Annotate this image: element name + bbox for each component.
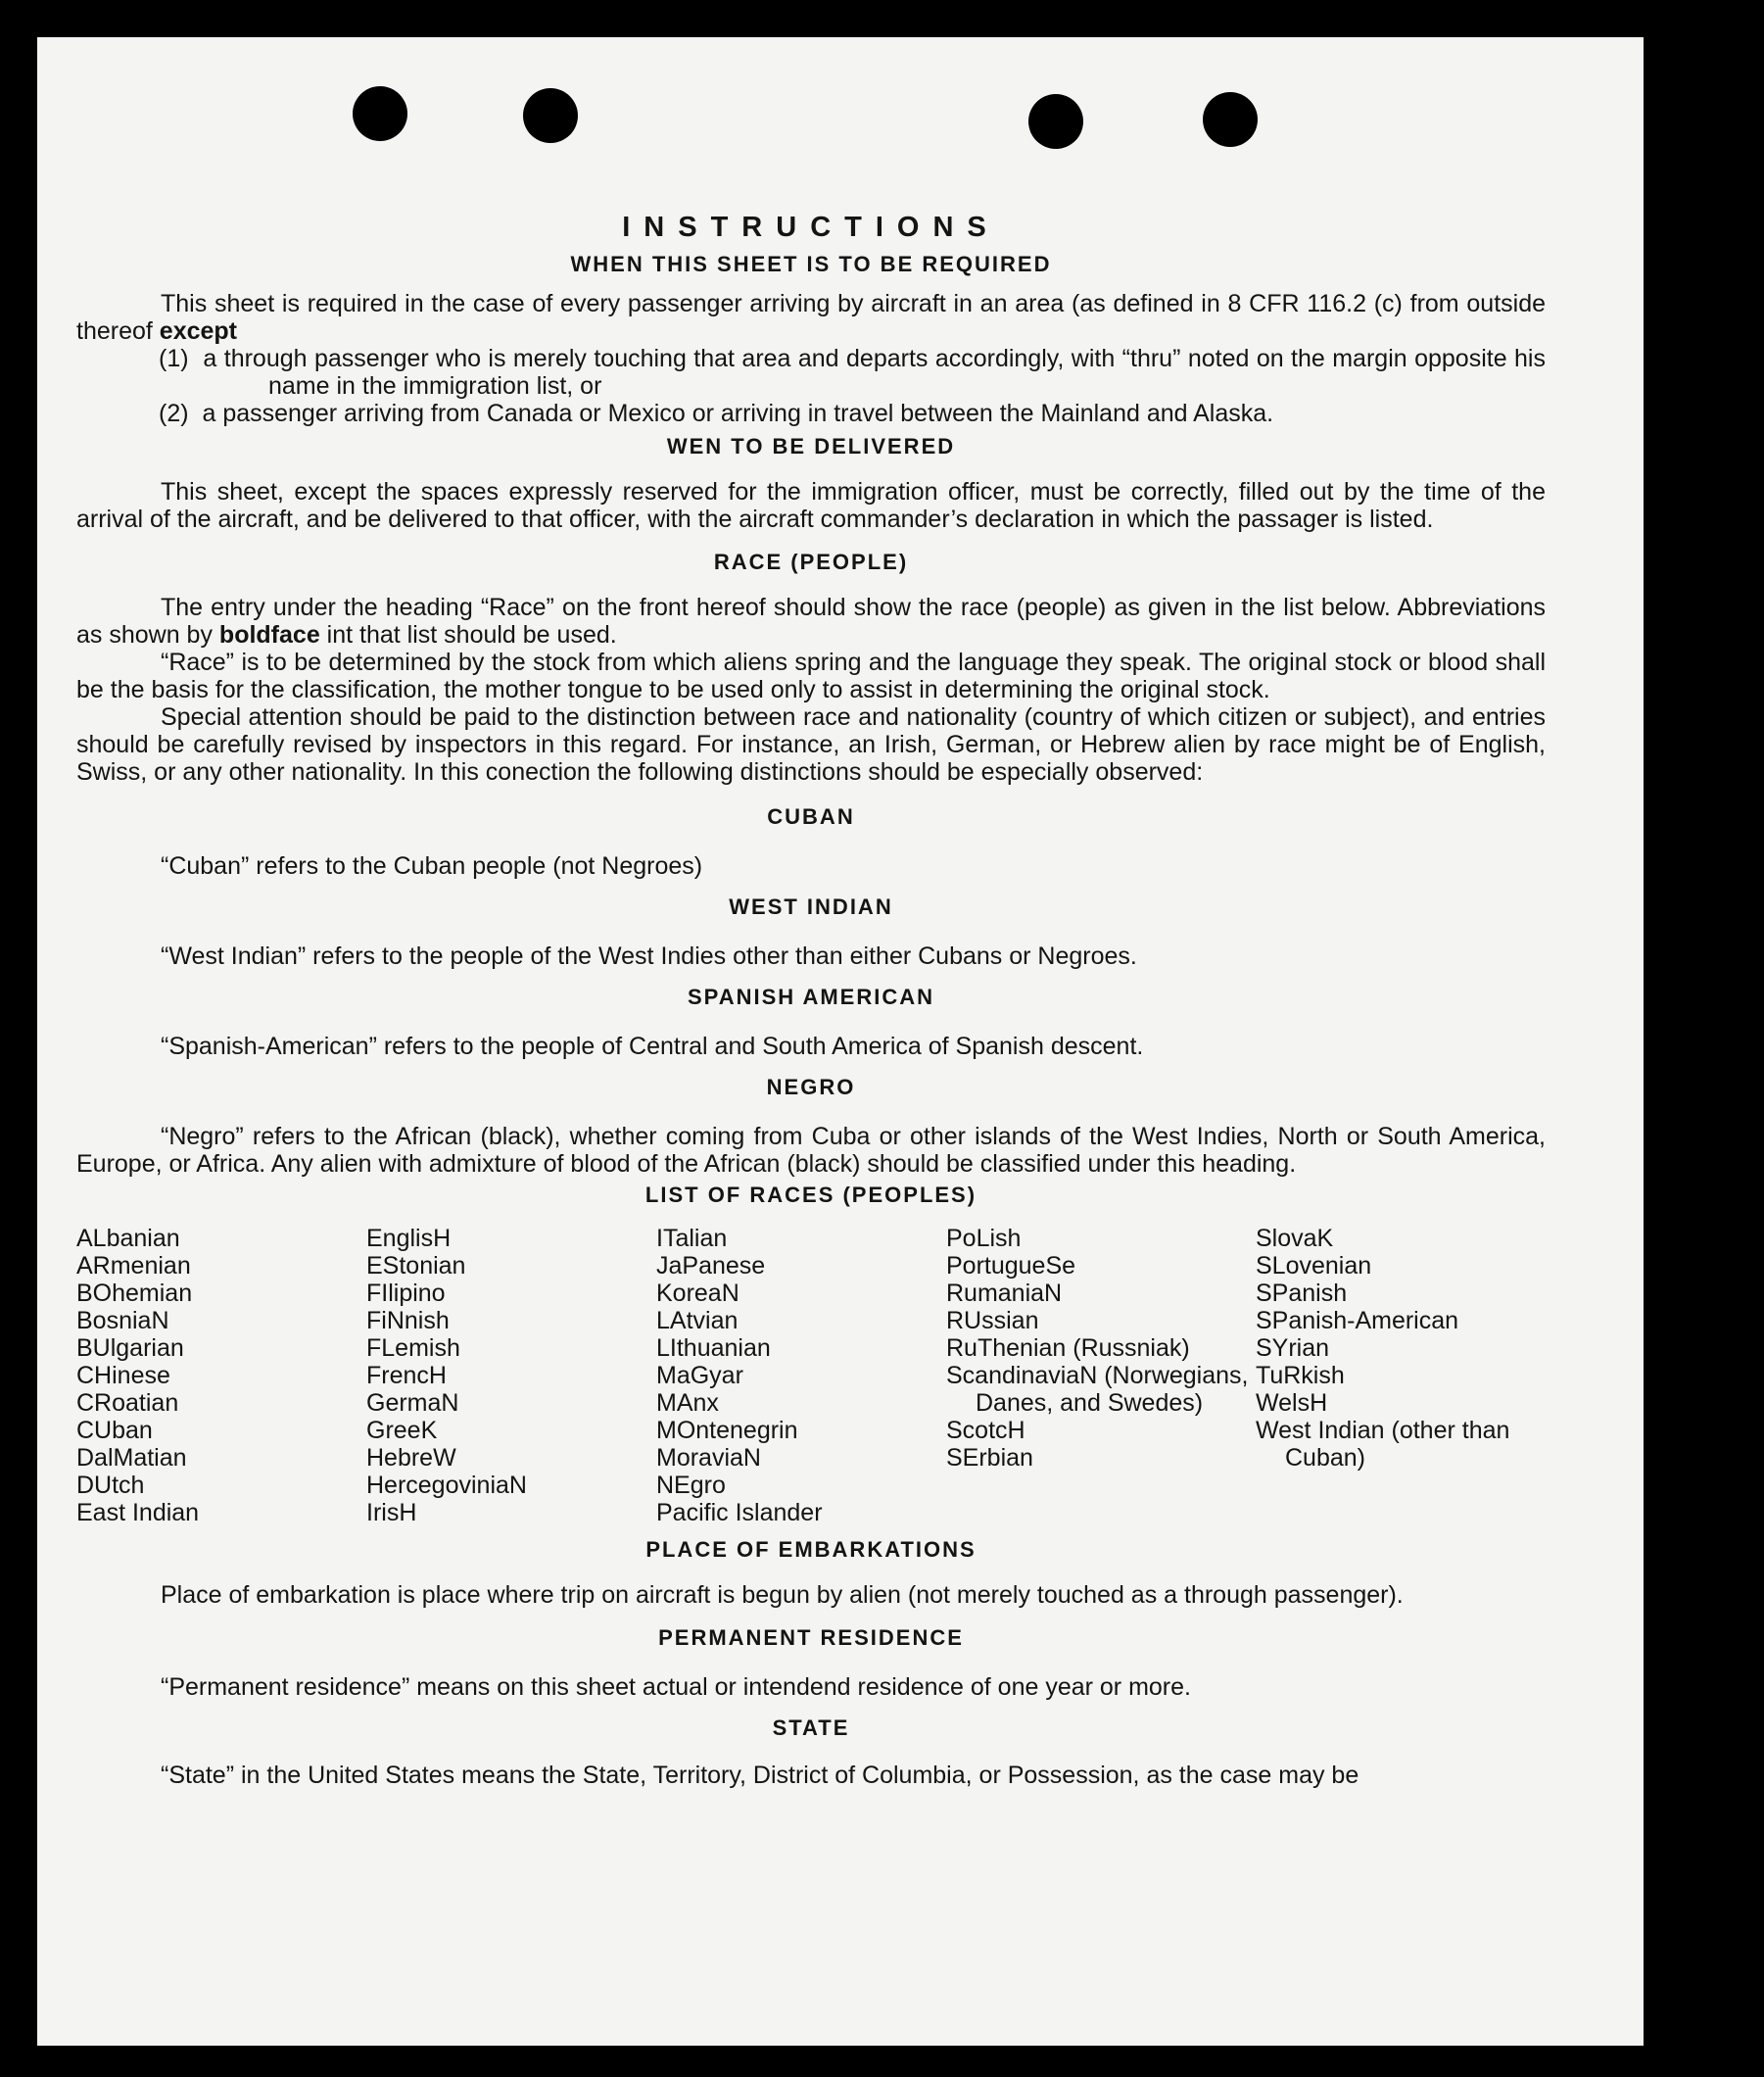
race-item: FiNnish (366, 1307, 450, 1334)
race-item: MoraviaN (656, 1444, 761, 1472)
race-item: LAtvian (656, 1307, 739, 1334)
race-item: East Indian (76, 1499, 200, 1526)
race-item: ALbanian (76, 1225, 180, 1252)
negro-text: “Negro” refers to the African (black), whether coming from Cuba or other islands of the West Indies, North or South America, Europe, or Africa. Any alien with admixture of blood of the African (black) should be classified under this heading. (76, 1123, 1546, 1178)
race-item: HercegoviniaN (366, 1472, 527, 1499)
cuban-text: “Cuban” refers to the Cuban people (not Negroes) (161, 852, 703, 880)
punch-hole (1028, 94, 1083, 149)
race-item: HebreW (366, 1444, 456, 1472)
race-item: MaGyar (656, 1362, 743, 1389)
delivered-text: This sheet, except the spaces expressly reserved for the immigration officer, must be correctly, filled out by the time of the arrival of the aircraft, and be delivered to that officer, with the aircraft commander’s declaration in which the passager is listed. (76, 478, 1546, 533)
race-item: RuThenian (Russniak) (946, 1334, 1190, 1362)
race-item: SlovaK (1256, 1225, 1334, 1252)
races-column-2 (366, 1225, 656, 1526)
races-column-4 (946, 1225, 1256, 1526)
race-item: SLovenian (1256, 1252, 1372, 1280)
race-item: ScandinaviaN (Norwegians, Danes, and Swedes) (946, 1362, 1249, 1417)
race-item: MOntenegrin (656, 1417, 798, 1444)
residence-text: “Permanent residence” means on this sheet actual or intendend residence of one year or more. (161, 1673, 1191, 1701)
races-column-5 (1256, 1225, 1530, 1526)
race-item: LIthuanian (656, 1334, 771, 1362)
race-item: PortugueSe (946, 1252, 1076, 1280)
race-item: CRoatian (76, 1389, 179, 1417)
race-item: SYrian (1256, 1334, 1330, 1362)
race-item: FLemish (366, 1334, 460, 1362)
section-heading-cuban: CUBAN (767, 804, 855, 829)
race-item: West Indian (other than Cuban) (1256, 1417, 1510, 1472)
page-title: INSTRUCTIONS (622, 212, 1000, 243)
race-item: CHinese (76, 1362, 170, 1389)
race-item: WelsH (1256, 1389, 1328, 1417)
race-item: MAnx (656, 1389, 719, 1417)
race-item: BosniaN (76, 1307, 169, 1334)
race-item: BOhemian (76, 1280, 193, 1307)
state-text: “State” in the United States means the State, Territory, District of Columbia, or Possession, as the case may be (161, 1762, 1359, 1789)
races-column-3 (656, 1225, 946, 1526)
race-item: PoLish (946, 1225, 1022, 1252)
race-item: DalMatian (76, 1444, 187, 1472)
west-indian-text: “West Indian” refers to the people of the West Indies other than either Cubans or Negroes. (161, 942, 1137, 970)
race-item: NEgro (656, 1472, 726, 1499)
race-item: SPanish (1256, 1280, 1348, 1307)
punch-hole (1203, 92, 1258, 147)
race-item: EnglisH (366, 1225, 452, 1252)
race-item: ARmenian (76, 1252, 191, 1280)
required-item-1: (1) a through passenger who is merely touching that area and departs accordingly, with “thru” noted on the margin opposite his name in the immigration list, or (159, 345, 1546, 400)
race-paragraph-3: Special attention should be paid to the distinction between race and nationality (country of which citizen or subject), and entries should be carefully revised by inspectors in this regard. For instance, an Irish, German, or Hebrew alien by race might be of English, Swiss, or any other nationality. In this conection the following distinctions should be especially observed: (76, 703, 1546, 786)
section-heading-races-list: LIST OF RACES (PEOPLES) (644, 1183, 977, 1207)
race-paragraph-1: The entry under the heading “Race” on the front hereof should show the race (people) as given in the list below. Abbreviations as shown by boldface int that list should be used. (76, 594, 1546, 649)
race-item: EStonian (366, 1252, 466, 1280)
section-heading-race: RACE (PEOPLE) (713, 550, 909, 574)
race-item: JaPanese (656, 1252, 766, 1280)
race-item: TuRkish (1256, 1362, 1345, 1389)
section-heading-west-indian: WEST INDIAN (729, 894, 893, 919)
document-page (37, 37, 1644, 2046)
section-heading-required: WHEN THIS SHEET IS TO BE REQUIRED (570, 252, 1052, 276)
punch-hole (523, 88, 578, 143)
section-heading-negro: NEGRO (766, 1075, 856, 1099)
section-heading-state: STATE (772, 1715, 850, 1740)
race-item: FrencH (366, 1362, 447, 1389)
race-item: DUtch (76, 1472, 145, 1499)
document-body (76, 174, 1546, 1789)
section-heading-residence: PERMANENT RESIDENCE (658, 1625, 964, 1650)
race-item: SErbian (946, 1444, 1033, 1472)
punch-hole (353, 86, 407, 141)
race-item: CUban (76, 1417, 153, 1444)
spanish-american-text: “Spanish-American” refers to the people of Central and South America of Spanish descent. (161, 1033, 1144, 1060)
races-column-1 (76, 1225, 366, 1526)
race-item: SPanish-American (1256, 1307, 1459, 1334)
required-item-2: (2) a passenger arriving from Canada or Mexico or arriving in travel between the Mainland and Alaska. (159, 400, 1274, 427)
required-intro: This sheet is required in the case of every passenger arriving by aircraft in an area (as defined in 8 CFR 116.2 (c) from outside thereof except (76, 290, 1546, 345)
race-item: FIlipino (366, 1280, 446, 1307)
race-item: ITalian (656, 1225, 728, 1252)
race-item: RumaniaN (946, 1280, 1063, 1307)
embarkation-text: Place of embarkation is place where trip on aircraft is begun by alien (not merely touched as a through passenger). (161, 1581, 1404, 1609)
race-item: KoreaN (656, 1280, 739, 1307)
section-heading-embarkation: PLACE OF EMBARKATIONS (645, 1537, 977, 1562)
race-item: GreeK (366, 1417, 438, 1444)
race-item: ScotcH (946, 1417, 1025, 1444)
race-paragraph-2: “Race” is to be determined by the stock from which aliens spring and the language they speak. The original stock or blood shall be the basis for the classification, the mother tongue to be used only to assist in determining the original stock. (76, 649, 1546, 703)
races-list (76, 1225, 1546, 1526)
section-heading-spanish-american: SPANISH AMERICAN (687, 985, 934, 1009)
race-item: GermaN (366, 1389, 459, 1417)
race-item: BUlgarian (76, 1334, 184, 1362)
race-item: RUssian (946, 1307, 1039, 1334)
race-item: Pacific Islander (656, 1499, 823, 1526)
race-item: IrisH (366, 1499, 417, 1526)
section-heading-delivered: WEN TO BE DELIVERED (666, 434, 956, 459)
